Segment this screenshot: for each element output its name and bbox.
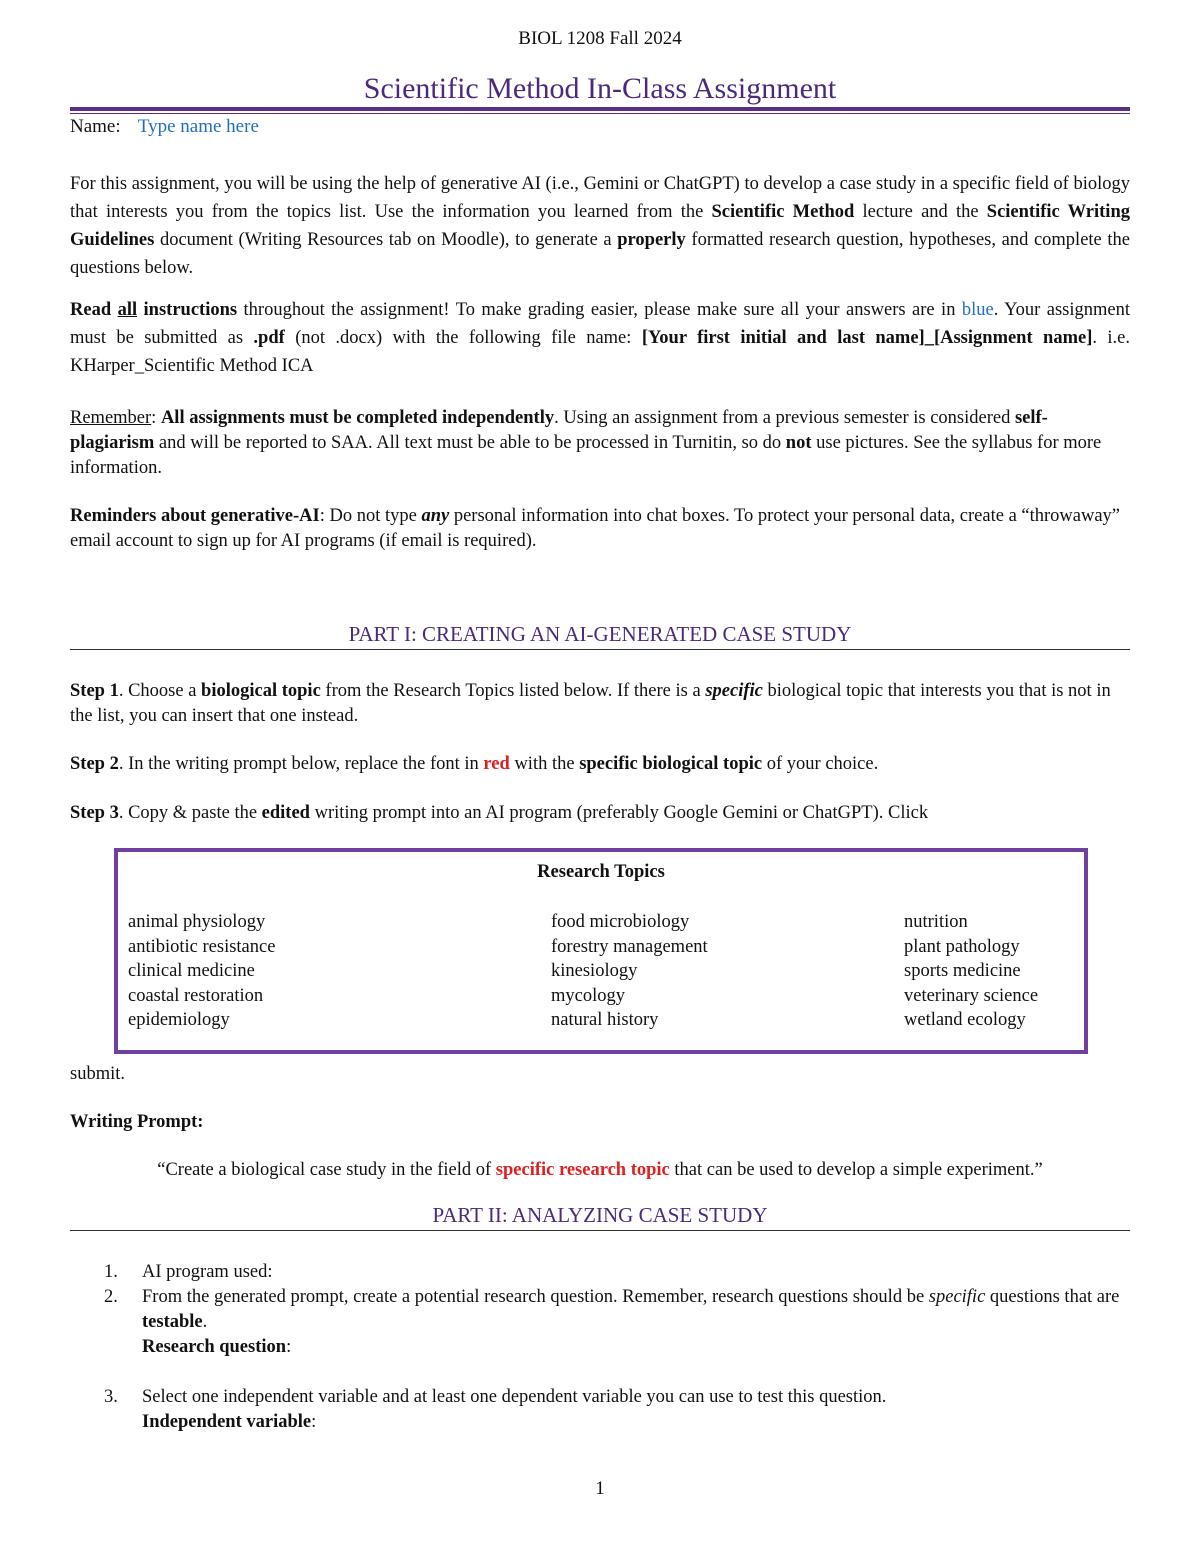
independent-variable-label: Independent variable xyxy=(142,1412,312,1432)
question-number: 3. xyxy=(104,1387,118,1407)
topic-item: antibiotic resistance xyxy=(128,936,276,957)
topic-item: wetland ecology xyxy=(904,1010,1026,1030)
question-text: From the generated prompt, create a potential research question. Remember, research questions should be xyxy=(142,1287,929,1307)
step1-text-2: from the Research Topics listed below. If there is a xyxy=(320,681,706,701)
writing-prompt-text xyxy=(70,1158,1130,1183)
step3-bold: edited xyxy=(261,803,310,823)
topic-item: veterinary science xyxy=(904,985,1039,1006)
reminders-bold: Reminders about generative-AI xyxy=(70,506,320,526)
topics-column-2 xyxy=(551,910,708,1033)
topic-item: coastal restoration xyxy=(128,985,264,1006)
topics-column-1 xyxy=(128,910,275,1033)
read-text-4: . i.e. KHarper_Scientific Method ICA xyxy=(70,328,1130,376)
topic-item: food microbiology xyxy=(551,912,690,932)
question-text: AI program used: xyxy=(142,1262,273,1282)
step3-paragraph xyxy=(70,801,1130,826)
question-italic: specific xyxy=(928,1287,986,1307)
read-text-3: (not .docx) with the following file name: xyxy=(284,328,642,348)
topic-item: plant pathology xyxy=(904,936,1020,957)
name-label: Name: xyxy=(70,116,121,137)
question-bold: testable xyxy=(142,1312,203,1332)
name-row xyxy=(70,116,259,138)
remember-text-3: use pictures. See the syllabus for more information. xyxy=(70,433,1102,478)
title-rule-thin xyxy=(70,113,1130,114)
read-blue-word: blue xyxy=(961,300,994,320)
step1-label: Step 1 xyxy=(70,681,119,701)
question-text: Select one independent variable and at least one dependent variable you can use to test this question. xyxy=(142,1387,887,1407)
topic-item: kinesiology xyxy=(551,961,638,981)
prompt-red-topic: specific research topic xyxy=(495,1160,670,1180)
topic-item: forestry management xyxy=(551,936,708,957)
step1-paragraph xyxy=(70,679,1130,729)
step2-bold: specific biological topic xyxy=(579,754,763,774)
remember-paragraph xyxy=(70,406,1130,481)
course-header: BIOL 1208 Fall 2024 xyxy=(518,28,682,49)
part1-rule xyxy=(70,649,1130,650)
intro-paragraph xyxy=(70,170,1130,282)
intro-text-1: For this assignment, you will be using the help of generative AI (i.e., Gemini or ChatGPT) to develop a case study in a specific field of biology that interests you from the topics list. Use the information you learned from the xyxy=(70,174,1130,222)
remember-text-2: and will be reported to SAA. All text must be able to be processed in Turnitin, so do xyxy=(154,433,786,453)
research-topics-box xyxy=(114,848,1088,1054)
reminders-text-1: : Do not type xyxy=(319,506,422,526)
question-text: questions that are xyxy=(985,1287,1120,1307)
topic-item: clinical medicine xyxy=(128,961,255,981)
step2-text-2: with the xyxy=(509,754,580,774)
step1-text-1: . Choose a xyxy=(118,681,202,701)
read-bold-3: .pdf xyxy=(253,328,285,348)
reminders-ai-paragraph xyxy=(70,504,1130,554)
question-text: . xyxy=(202,1312,208,1332)
intro-text-2: lecture and the xyxy=(854,202,987,222)
step2-paragraph xyxy=(70,752,1130,777)
step2-text-1: . In the writing prompt below, replace the font in xyxy=(118,754,484,774)
remember-bold-3: not xyxy=(785,433,812,453)
step1-bold: biological topic xyxy=(201,681,321,701)
question-2 xyxy=(104,1285,1134,1360)
question-1 xyxy=(104,1260,1134,1285)
read-text-2: . Your assignment must be submitted as xyxy=(70,300,1130,348)
read-bold-1: Read xyxy=(70,300,118,320)
step3-label: Step 3 xyxy=(70,803,119,823)
step3-text-2: writing prompt into an AI program (preferably Google Gemini or ChatGPT). Click xyxy=(309,803,929,823)
name-input[interactable]: Type name here xyxy=(137,116,259,137)
submit-text: submit. xyxy=(70,1064,125,1084)
colon: : xyxy=(311,1412,317,1432)
read-all-paragraph xyxy=(70,296,1130,380)
research-question-label: Research question xyxy=(142,1337,287,1357)
step1-text-3: biological topic that interests you that is not in the list, you can insert that one instead. xyxy=(70,681,1111,726)
step2-text-3: of your choice. xyxy=(762,754,879,774)
prompt-text-1: “Create a biological case study in the field of xyxy=(157,1160,496,1180)
step2-red-word: red xyxy=(483,754,510,774)
topic-item: epidemiology xyxy=(128,1010,230,1030)
topics-column-3 xyxy=(904,910,1038,1033)
remember-bold-2: self-plagiarism xyxy=(70,408,1048,453)
colon: : xyxy=(286,1337,292,1357)
topic-item: sports medicine xyxy=(904,961,1021,981)
writing-prompt-label-text: Writing Prompt: xyxy=(70,1112,204,1132)
intro-text-3: document (Writing Resources tab on Moodle), to generate a xyxy=(154,230,618,250)
intro-text-4: formatted research question, hypotheses, and complete the questions below. xyxy=(70,230,1130,278)
topic-item: mycology xyxy=(551,985,625,1006)
part2-heading: PART II: ANALYZING CASE STUDY xyxy=(432,1203,768,1227)
intro-bold-1: Scientific Method xyxy=(711,202,855,222)
read-bold-4: [Your first initial and last name]_[Assignment name] xyxy=(641,328,1093,348)
reminders-bold-italic: any xyxy=(421,506,450,526)
remember-bold-1: All assignments must be completed independently xyxy=(160,408,555,428)
step1-bold-italic: specific xyxy=(705,681,763,701)
remember-text-1: . Using an assignment from a previous semester is considered xyxy=(554,408,1015,428)
question-number: 2. xyxy=(104,1287,118,1307)
intro-bold-3: properly xyxy=(617,230,686,250)
remember-underline: Remember xyxy=(70,408,152,428)
read-bold-2: instructions xyxy=(137,300,238,320)
page-title: Scientific Method In-Class Assignment xyxy=(363,72,837,105)
research-topics-title: Research Topics xyxy=(537,862,665,882)
writing-prompt-label xyxy=(70,1110,1130,1135)
reminders-text-2: personal information into chat boxes. To protect your personal data, create a “throwaway” email account to sign up for AI programs (if email is required). xyxy=(70,506,1121,551)
prompt-text-2: that can be used to develop a simple experiment.” xyxy=(669,1160,1043,1180)
step3-text-1: . Copy & paste the xyxy=(118,803,262,823)
page-number: 1 xyxy=(595,1478,605,1499)
topic-item: animal physiology xyxy=(128,912,266,932)
title-rule-thick xyxy=(70,107,1130,111)
step2-label: Step 2 xyxy=(70,754,119,774)
question-3 xyxy=(104,1385,1134,1435)
topic-item: natural history xyxy=(551,1010,659,1030)
remember-colon: : xyxy=(151,408,161,428)
questions-list xyxy=(104,1260,1134,1435)
part2-rule xyxy=(70,1230,1130,1231)
intro-bold-2: Scientific Writing Guidelines xyxy=(70,202,1130,250)
part1-heading: PART I: CREATING AN AI-GENERATED CASE STUDY xyxy=(348,622,852,646)
topic-item: nutrition xyxy=(904,912,968,932)
read-text-1: throughout the assignment! To make grading easier, please make sure all your answers are in xyxy=(237,300,962,320)
question-number: 1. xyxy=(104,1262,118,1282)
read-underline: all xyxy=(117,300,138,320)
